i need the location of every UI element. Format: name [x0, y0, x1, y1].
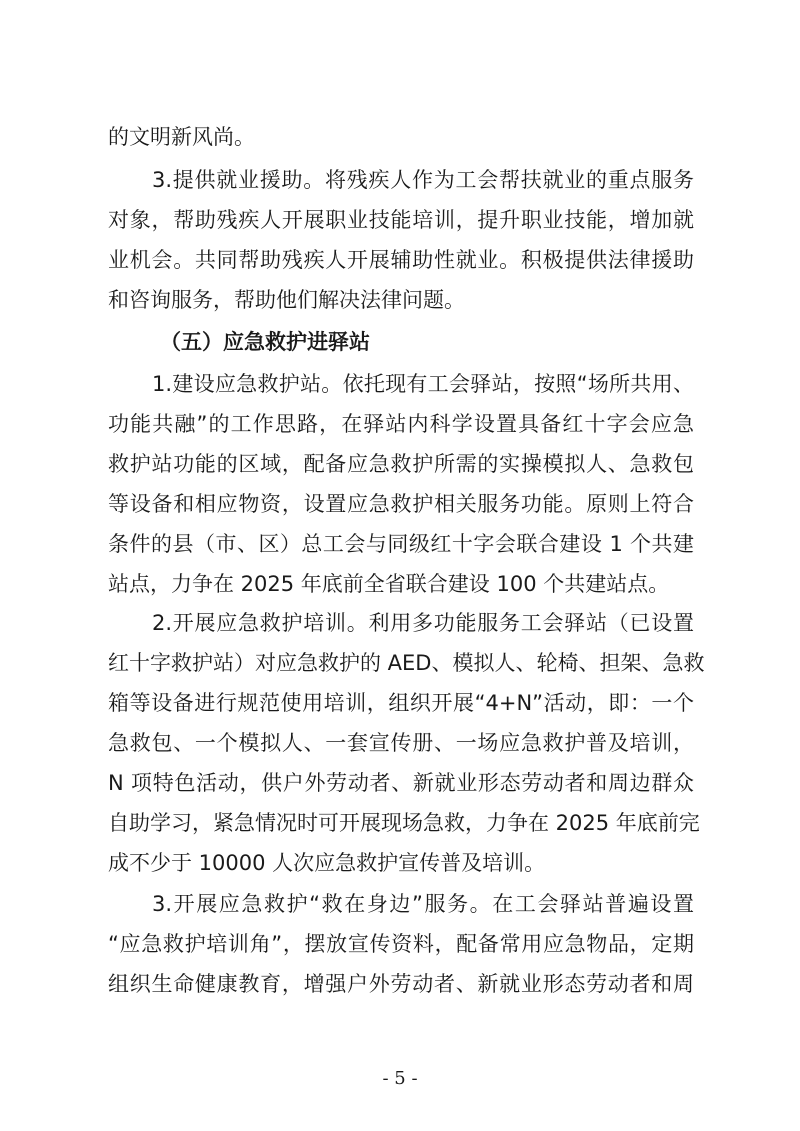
text-line: “应急救护培训角”，摆放宣传资料，配备常用应急物品，定期 — [108, 932, 694, 956]
page-number: - 5 - — [382, 1068, 418, 1089]
text-line: 成不少于 10000 人次应急救护宣传普及培训。 — [108, 851, 546, 875]
text-line: 救护站功能的区域，配备应急救护所需的实操模拟人、急救包 — [108, 452, 694, 476]
text-line: 等设备和相应物资，设置应急救护相关服务功能。原则上符合 — [108, 492, 694, 516]
paragraph-employment-assistance — [108, 160, 694, 320]
text-line: 站点，力争在 2025 年底前全省联合建设 100 个共建站点。 — [108, 572, 670, 596]
paragraph-intro-continuation — [108, 117, 694, 157]
text-line: 条件的县（市、区）总工会与同级红十字会联合建设 1 个共建 — [108, 532, 694, 556]
text-line: 的文明新风尚。 — [108, 125, 255, 149]
text-line: 组织生命健康教育，增强户外劳动者、新就业形态劳动者和周 — [108, 972, 694, 996]
text-line: N 项特色活动，供户外劳动者、新就业形态劳动者和周边群众 — [108, 771, 694, 795]
paragraph-build-stations — [108, 364, 694, 604]
paragraph-training — [108, 603, 705, 883]
text-line: 和咨询服务，帮助他们解决法律问题。 — [108, 288, 465, 312]
text-line: 2.开展应急救护培训。利用多功能服务工会驿站（已设置 — [152, 611, 694, 635]
text-line: 业机会。共同帮助残疾人开展辅助性就业。积极提供法律援助 — [108, 248, 694, 272]
paragraph-service — [108, 884, 694, 1004]
text-line: 箱等设备进行规范使用培训，组织开展“4+N”活动，即：一个 — [108, 691, 694, 715]
text-line: 功能共融”的工作思路，在驿站内科学设置具备红十字会应急 — [108, 412, 694, 436]
text-line: 1.建设应急救护站。依托现有工会驿站，按照“场所共用、 — [152, 372, 694, 396]
text-line: 对象，帮助残疾人开展职业技能培训，提升职业技能，增加就 — [108, 208, 694, 232]
text-line: 急救包、一个模拟人、一套宣传册、一场应急救护普及培训， — [108, 731, 694, 755]
text-line: 3.开展应急救护“救在身边”服务。在工会驿站普遍设置 — [152, 892, 694, 916]
text-line: 红十字救护站）对应急救护的 AED、模拟人、轮椅、担架、急救 — [108, 651, 705, 675]
text-line: 3.提供就业援助。将残疾人作为工会帮扶就业的重点服务 — [152, 168, 694, 192]
section-heading: （五）应急救护进驿站 — [160, 330, 370, 354]
text-line: 自助学习，紧急情况时可开展现场急救，力争在 2025 年底前完 — [108, 811, 700, 835]
